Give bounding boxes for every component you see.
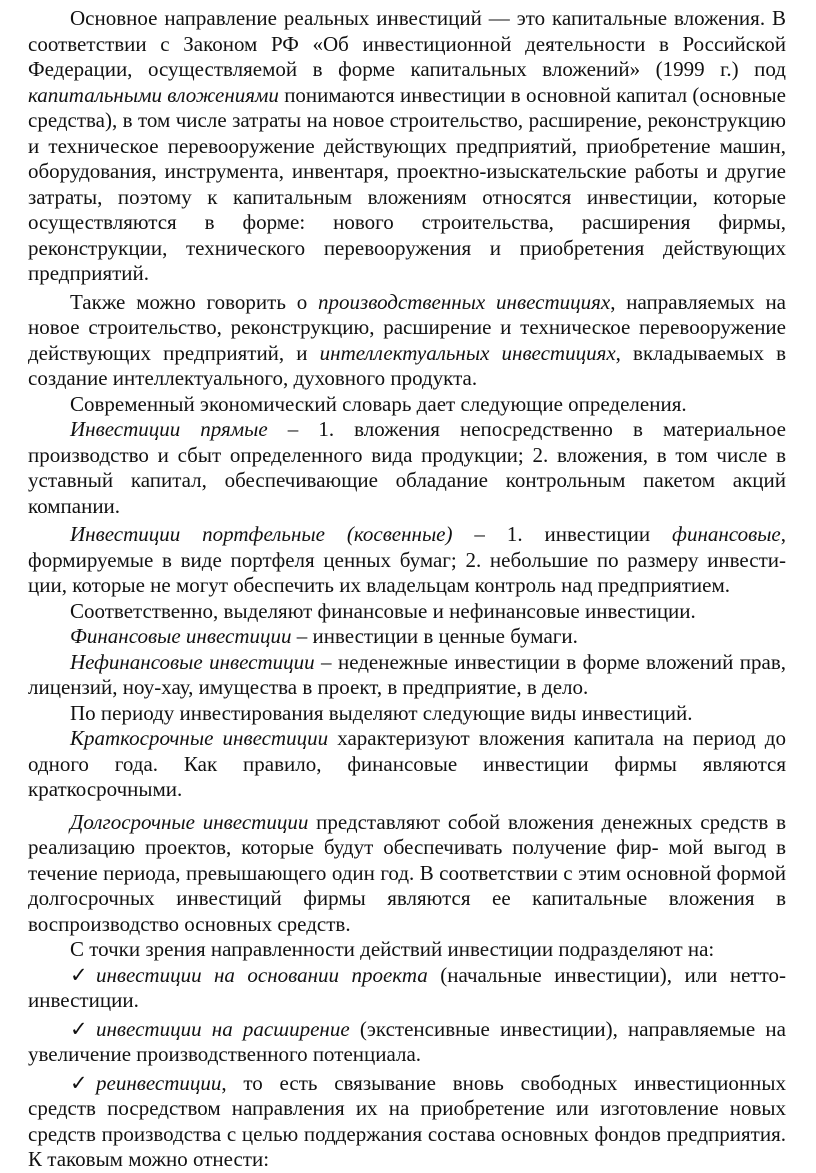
- paragraph: По периоду инвестирования выделяют следующие виды инвестиций.: [70, 700, 693, 725]
- italic-term: реинвестиции: [96, 1070, 222, 1095]
- italic-term: инвестиции на основании проекта: [96, 962, 428, 987]
- paragraph: Современный экономический словарь дает следующие определения.: [70, 391, 687, 416]
- italic-term: производственных инвестициях: [318, 289, 611, 314]
- paragraph: Основное направление реальных инвестиций — это капитальные вложения. В соответствии с Законом РФ «Об инвестиционной деятельности в Российской Федерации, осуществляемой в форме капитальных вложений» (1999 г.) под капитальными вложениями понимаются инвестиции в основной капитал (основные средства), в том числе затраты на новое строительство, расширение, реконструкцию и техническое перевооружение действующих предприятий, приобретение машин, оборудования, инструмента, инвентаря, проектно-изыскательские работы и другие затраты, поэтому к капитальным вложениям относятся инвестиции, которые осуществляются в форме: нового строительства, расширения фирмы, реконструкции, технического перевооружения и приобретения действующих предприятий.: [28, 6, 786, 285]
- italic-term: интеллектуальных инвестициях: [319, 340, 616, 365]
- italic-term: Финансовые инвестиции: [70, 624, 292, 648]
- italic-term: Инвестиции портфельные (косвенные): [70, 522, 453, 546]
- italic-term: Нефинансовые инвестиции: [70, 649, 315, 674]
- italic-term: инвестиции на расширение: [96, 1016, 350, 1041]
- paragraph: С точки зрения направленности действий инвестиции подразделяют на:: [70, 937, 715, 961]
- paragraph: Инвестиции портфельные (косвенные) – 1. инвестиции финансовые, формируемые в виде портфеля ценных бумаг; 2. небольшие по размеру инвести- ции, которые не могут обеспечить их владельцам контроль над предприятием.: [28, 522, 786, 597]
- italic-term: Инвестиции прямые: [70, 417, 268, 441]
- paragraph: Финансовые инвестиции – инвестиции в ценные бумаги.: [70, 624, 578, 648]
- italic-term: Краткосрочные инвестиции: [70, 726, 329, 750]
- bullet-item: ✓ инвестиции на основании проекта (начальные инвестиции), или нетто-инвестиции.: [28, 962, 786, 1012]
- bullet-item: ✓ инвестиции на расширение (экстенсивные инвестиции), направляемые на увеличение производственного потенциала.: [28, 1016, 786, 1066]
- italic-term: финансовые: [672, 522, 781, 546]
- italic-term: Долгосрочные инвестиции: [70, 809, 309, 834]
- paragraph: Краткосрочные инвестиции характеризуют вложения капитала на период до одного года. Как правило, финансовые инвестиции фирмы являются краткосрочными.: [28, 726, 786, 801]
- paragraph: Нефинансовые инвестиции – неденежные инвестиции в форме вложений прав, лицензий, ноу-хау, имущества в проект, в предприятие, в дело.: [28, 649, 786, 699]
- checkmark-icon: ✓: [70, 1070, 88, 1095]
- bullet-item: ✓ реинвестиции, то есть связывание вновь свободных инвестиционных средств посредством направления их на приобретение или изготовление новых средств производства с целью поддержания состава основных фондов предприятия. К таковым можно отнести:: [28, 1070, 786, 1171]
- paragraph: Инвестиции прямые – 1. вложения непосредственно в материальное производство и сбыт определенного вида продукции; 2. вложения, в том числе в уставный капитал, обеспечивающие обладание контрольным пакетом акций компании.: [28, 417, 786, 518]
- paragraph: Соответственно, выделяют финансовые и нефинансовые инвестиции.: [70, 598, 696, 623]
- checkmark-icon: ✓: [70, 1016, 88, 1041]
- paragraph: Также можно говорить о производственных инвестициях, направляемых на новое строительство, реконструкцию, расширение и техническое перевооружение действующих предприятий, и интеллектуальных инвестициях, вкладываемых в создание интеллектуального, духовного продукта.: [28, 289, 786, 390]
- italic-term: капитальными вложениями: [28, 82, 279, 107]
- paragraph: Долгосрочные инвестиции представляют собой вложения денежных средств в реализацию проектов, которые будут обеспечивать получение фир- мой выгод в течение периода, превышающего один год. В соответствии с этим основной формой долгосрочных инвестиций фирмы являются ее капитальные вложения в воспроизводство основных средств.: [28, 809, 786, 936]
- checkmark-icon: ✓: [70, 962, 88, 987]
